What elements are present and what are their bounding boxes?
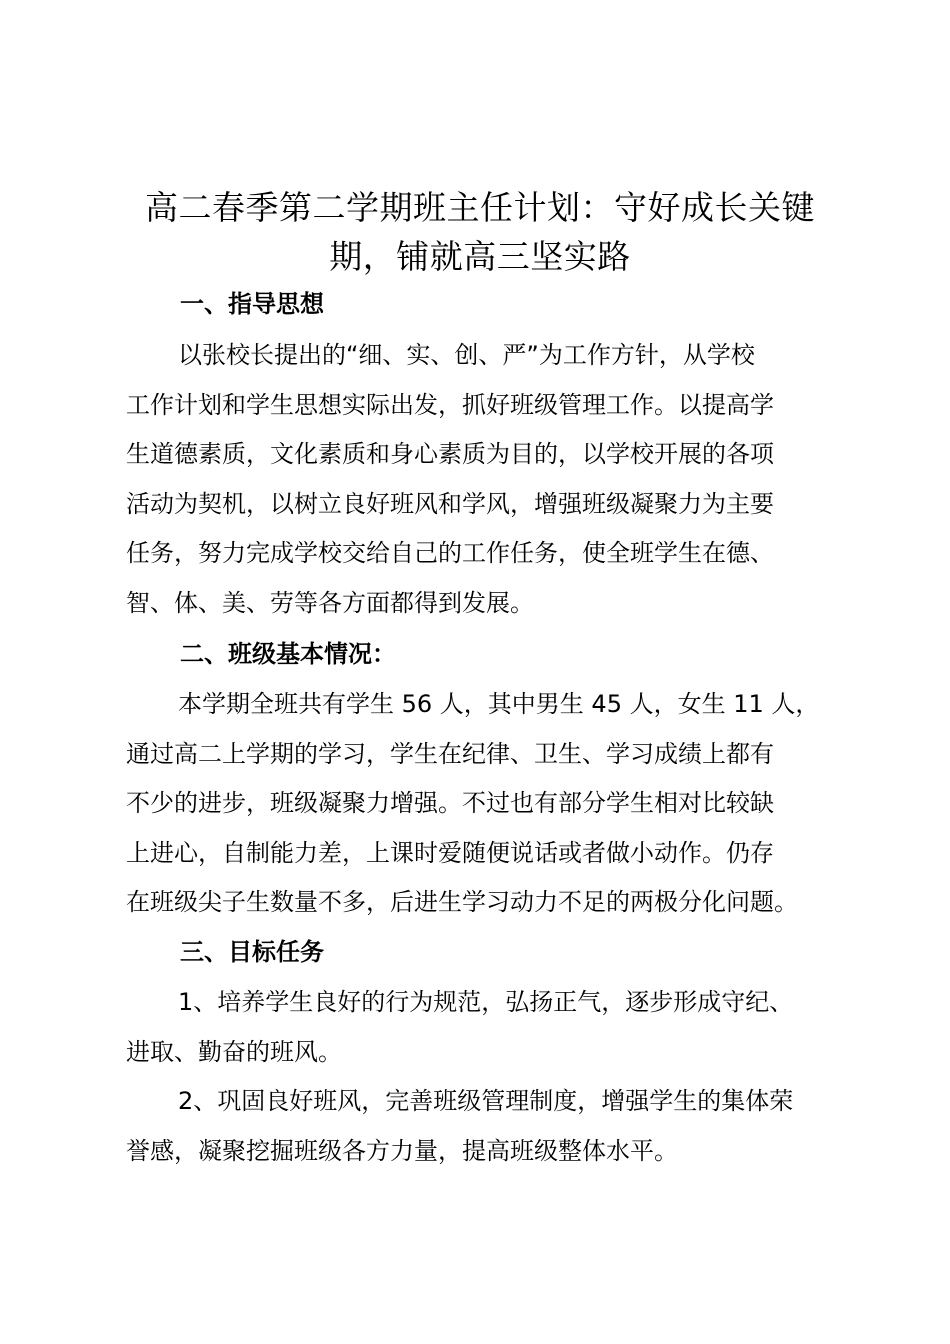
section-heading-guiding-ideology: 一、指导思想 <box>180 290 324 318</box>
paragraph-line: 工作计划和学生思想实际出发，抓好班级管理工作。以提高学 <box>126 390 774 419</box>
paragraph-line: 生道德素质，文化素质和身心素质为目的，以学校开展的各项 <box>126 440 774 469</box>
paragraph-line: 不少的进步，班级凝聚力增强。不过也有部分学生相对比较缺 <box>126 789 774 818</box>
section-heading-goals: 三、目标任务 <box>180 938 324 966</box>
section-heading-class-situation: 二、班级基本情况： <box>180 640 396 668</box>
paragraph-class-situation <box>126 680 866 928</box>
title-line: 期，铺就高三坚实路 <box>329 237 631 276</box>
paragraph-line: 上进心，自制能力差，上课时爱随便说话或者做小动作。仍存 <box>126 838 774 867</box>
paragraph-line: 1、培养学生良好的行为规范，弘扬正气，逐步形成守纪、 <box>178 988 794 1016</box>
paragraph-line: 在班级尖子生数量不多，后进生学习动力不足的两极分化问题。 <box>126 888 798 917</box>
paragraph-line: 2、巩固良好班风，完善班级管理制度，增强学生的集体荣 <box>178 1087 794 1115</box>
paragraph-line: 进取、勤奋的班风。 <box>126 1037 342 1066</box>
paragraph-line: 通过高二上学期的学习，学生在纪律、卫生、学习成绩上都有 <box>126 739 774 768</box>
paragraph-line: 以张校长提出的“细、实、创、严”为工作方针，从学校 <box>178 341 755 369</box>
paragraph-line: 活动为契机，以树立良好班风和学风，增强班级凝聚力为主要 <box>126 489 774 518</box>
paragraph-line: 任务，努力完成学校交给自己的工作任务，使全班学生在德、 <box>126 539 774 568</box>
paragraph-line: 智、体、美、劳等各方面都得到发展。 <box>126 588 534 617</box>
title-line: 高二春季第二学期班主任计划：守好成长关键 <box>145 188 815 227</box>
paragraph-line: 誉感，凝聚挖掘班级各方力量，提高班级整体水平。 <box>126 1136 678 1165</box>
paragraph-line: 本学期全班共有学生 56 人，其中男生 45 人，女生 11 人， <box>178 690 820 718</box>
goal-item-2 <box>126 1077 866 1176</box>
goal-item-1 <box>126 978 866 1077</box>
document-title <box>110 183 850 281</box>
paragraph-guiding-ideology <box>126 331 866 629</box>
